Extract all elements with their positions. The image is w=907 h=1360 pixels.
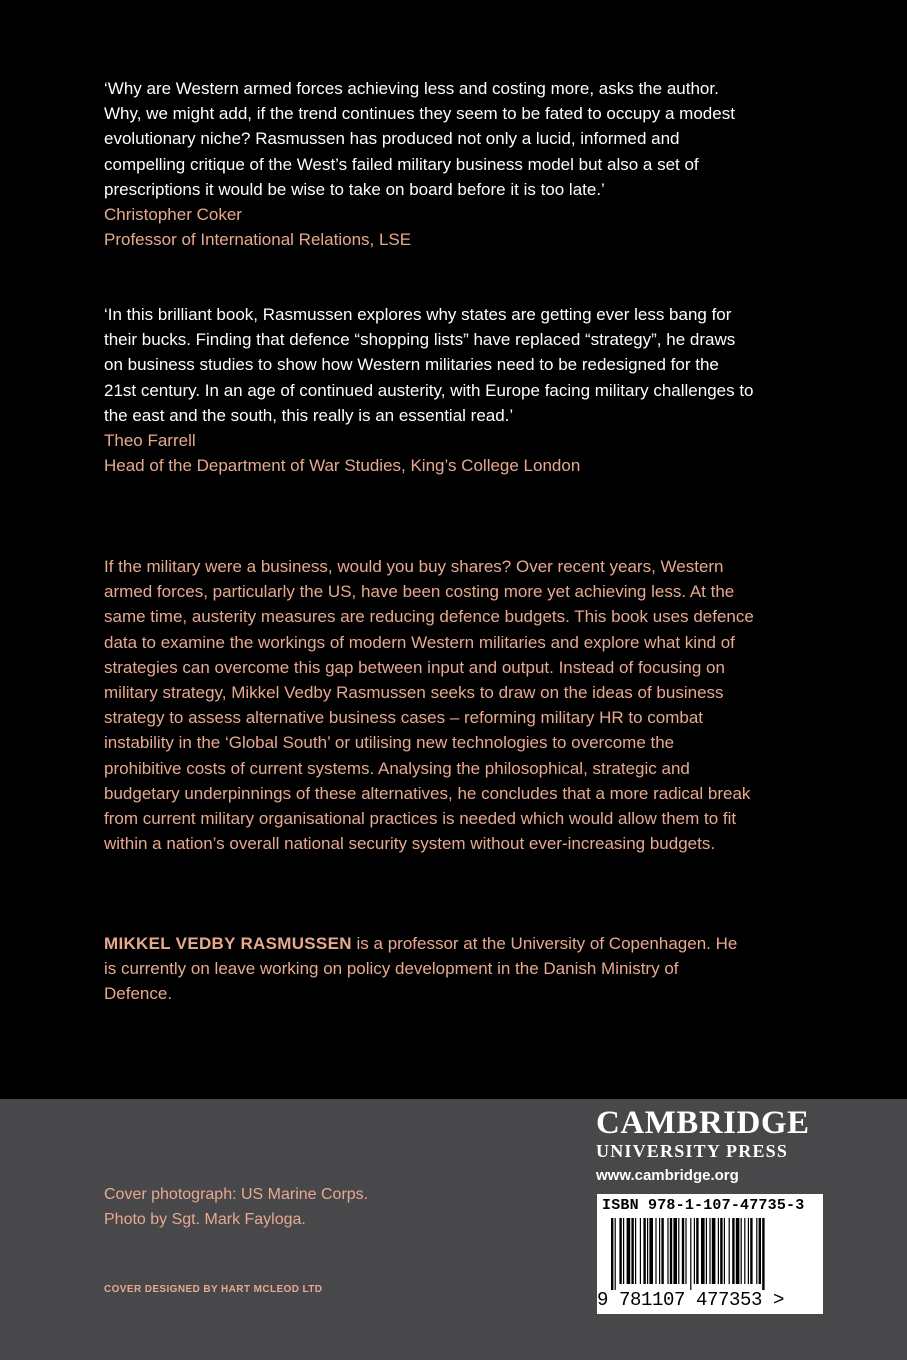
- barcode-bar: [682, 1218, 684, 1284]
- author-bio-text: is a professor at the University of Copenhagen. He is currently on leave working on policy development in the Danish Ministry of Defence.: [104, 934, 738, 1004]
- barcode-bar: [655, 1218, 656, 1284]
- barcode-bar: [762, 1218, 764, 1290]
- barcode-bar: [732, 1218, 734, 1284]
- author-bio: [104, 931, 744, 1007]
- photo-credit-line: Cover photograph: US Marine Corps.: [104, 1186, 369, 1203]
- barcode-bar: [701, 1218, 705, 1284]
- quote-author: Theo Farrell: [104, 431, 196, 451]
- barcode-digits: 9 781107 477353 >: [597, 1289, 785, 1311]
- barcode-bar: [627, 1218, 631, 1284]
- quote-author: Christopher Coker: [104, 205, 242, 225]
- barcode-bar: [615, 1218, 616, 1290]
- barcode-bar: [744, 1218, 745, 1284]
- isbn-barcode: [597, 1194, 823, 1314]
- barcode-bar: [678, 1218, 679, 1284]
- barcode-bar: [756, 1218, 757, 1284]
- isbn-number: ISBN 978-1-107-47735-3: [602, 1197, 805, 1214]
- designer-credit: COVER DESIGNED BY HART MCLEOD LTD: [104, 1284, 323, 1295]
- barcode-bar: [720, 1218, 722, 1284]
- photo-credit-line: Photo by Sgt. Mark Fayloga.: [104, 1211, 306, 1228]
- author-name: MIKKEL VEDBY RASMUSSEN: [104, 934, 352, 953]
- barcode-bar: [748, 1218, 749, 1284]
- barcode-bar: [647, 1218, 648, 1284]
- publisher-url[interactable]: www.cambridge.org: [596, 1167, 739, 1184]
- quote-affiliation: Head of the Department of War Studies, King’s College London: [104, 456, 581, 476]
- endorsement-quote: [104, 302, 754, 478]
- quote-affiliation: Professor of International Relations, LSE: [104, 230, 412, 250]
- barcode-bar: [670, 1218, 672, 1284]
- barcode-bar: [631, 1218, 633, 1284]
- barcode-bar: [661, 1218, 663, 1284]
- barcode-bar: [694, 1218, 695, 1284]
- barcode-bar: [659, 1218, 660, 1284]
- barcode-bar: [690, 1218, 691, 1290]
- endorsement-quote: [104, 76, 754, 252]
- barcode-bar: [709, 1218, 710, 1284]
- barcode-bar: [635, 1218, 636, 1284]
- barcode-bar: [706, 1218, 707, 1284]
- barcode-bar: [736, 1218, 740, 1284]
- barcode-bars-icon: [611, 1218, 809, 1290]
- barcode-bar: [685, 1218, 686, 1284]
- publisher-name: CAMBRIDGE: [596, 1105, 810, 1141]
- barcode-bar: [649, 1218, 653, 1284]
- barcode-bar: [667, 1218, 668, 1284]
- barcode-bar: [643, 1218, 645, 1284]
- barcode-bar: [696, 1218, 698, 1284]
- quote-text: ‘In this brilliant book, Rasmussen explores why states are getting ever less bang for their bucks. Finding that defence “shopping lists” have replaced “strategy”, he draws on business studies to show how Western militaries need to be redesigned for the 21st century. In an age of continued austerity, with Europe facing military challenges to the east and the south, this really is an essential read.’: [104, 305, 754, 425]
- barcode-bar: [741, 1218, 742, 1284]
- barcode-bar: [712, 1218, 716, 1284]
- barcode-bar: [729, 1218, 730, 1284]
- barcode-bar: [759, 1218, 761, 1284]
- barcode-bar: [640, 1218, 641, 1284]
- barcode-bar: [623, 1218, 624, 1284]
- barcode-bar: [611, 1218, 613, 1290]
- quote-text: ‘Why are Western armed forces achieving less and costing more, asks the author. Why, we might add, if the trend continues they seem to be fated to occupy a modest evolutionary niche? Rasmussen has produced not only a lucid, informed and compelling critique of the West’s failed military business model but also a set of prescriptions it would be wise to take on board before it is too late.’: [104, 79, 735, 199]
- book-description: If the military were a business, would you buy shares? Over recent years, Western armed forces, particularly the US, have been costing more yet achieving less. At the same time, austerity measures are reducing defence budgets. This book uses defence data to examine the workings of modern Western militaries and explore what kind of strategies can overcome this gap between input and output. Instead of focusing on military strategy, Mikkel Vedby Rasmussen seeks to draw on the ideas of business strategy to assess alternative business cases – reforming military HR to combat instability in the ‘Global South’ or utilising new technologies to overcome the prohibitive costs of current systems. Analysing the philosophical, strategic and budgetary underpinnings of these alternatives, he concludes that a more radical break from current military organisational practices is needed which would allow them to fit within a nation’s overall national security system without ever-increasing budgets.: [104, 557, 754, 854]
- barcode-bar: [724, 1218, 725, 1284]
- barcode-bar: [718, 1218, 719, 1284]
- barcode-bar: [673, 1218, 677, 1284]
- photo-credit: [104, 1182, 524, 1232]
- barcode-bar: [750, 1218, 752, 1284]
- publisher-logo: [596, 1106, 836, 1187]
- barcode-bar: [619, 1218, 621, 1284]
- publisher-press: UNIVERSITY PRESS: [596, 1141, 789, 1161]
